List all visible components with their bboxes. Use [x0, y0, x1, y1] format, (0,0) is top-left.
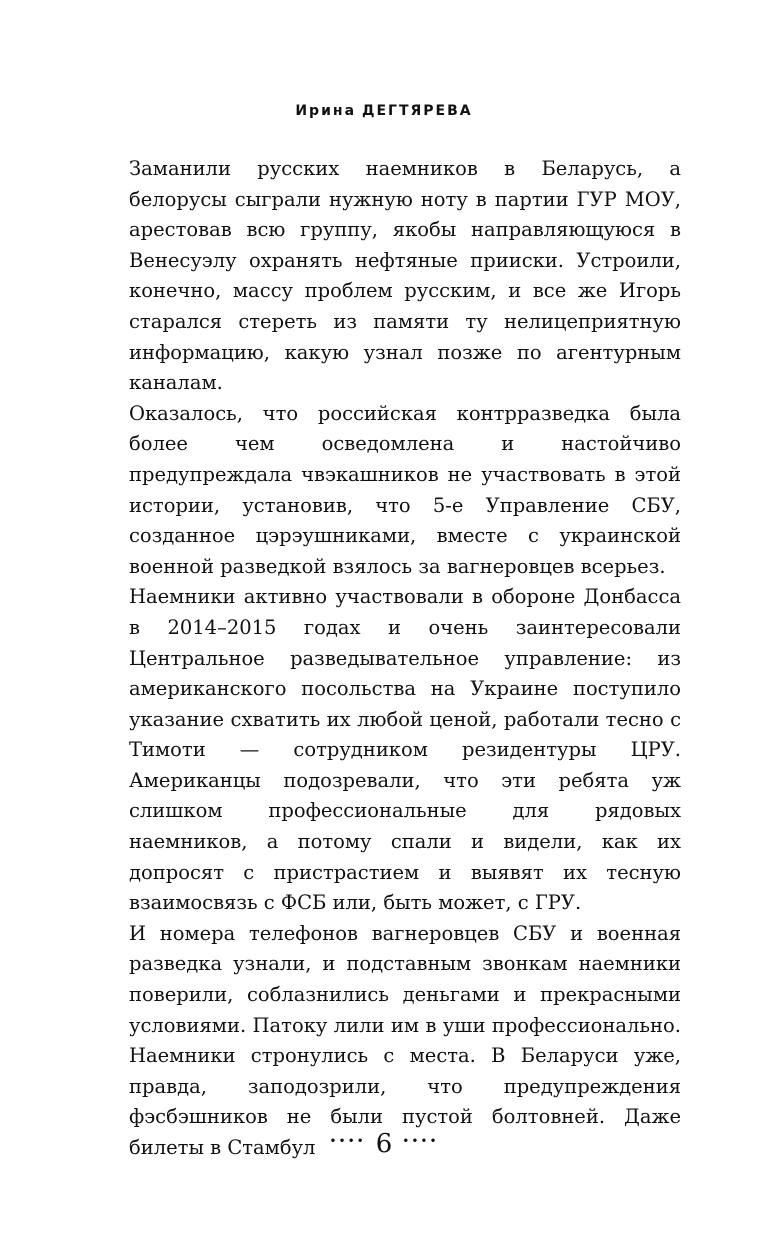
paragraph: И номера телефонов вагнеровцев СБУ и военная разведка узнали, и подставным звонкам наемники поверили, соблазнились деньгами и прекрасными условиями. Патоку лили им в уши профессионально. Наемники стронулись с места. В Беларуси уже, правда, заподозрили, что предупреждения фэсбэшников не были пустой болтовней. Даже билеты в Стамбул	[129, 921, 681, 1159]
paragraph: Оказалось, что российская контрразведка была более чем осведомлена и настойчиво предупреждала чвэкашников не участвовать в этой истории, установив, что 5-е Управление СБУ, созданное цэрэушниками, вместе с украинской военной разведкой взялось за вагнеровцев всерьез.	[129, 401, 681, 578]
author-last-name: ДЕГТЯРЕВА	[362, 103, 473, 119]
ornament-dots-right: ••••	[402, 1134, 439, 1148]
author-first-name: Ирина	[295, 103, 357, 119]
page-number: 6	[375, 1129, 393, 1159]
ornament-dots-left: ••••	[329, 1134, 366, 1148]
running-head	[0, 103, 768, 119]
paragraph: Заманили русских наемников в Беларусь, а белорусы сыграли нужную ноту в партии ГУР МОУ, арестовав всю группу, якобы направляющуюся в Венесуэлу охранять нефтяные прииски. Устроили, конечно, массу проблем русским, и все же Игорь старался стереть из памяти ту нелицеприятную информацию, какую узнал позже по агентурным каналам.	[129, 157, 681, 395]
page-number-footer	[0, 1128, 768, 1159]
paragraph: Наемники активно участвовали в обороне Донбасса в 2014–2015 годах и очень заинтересовали Центральное разведывательное управление: из американского посольства на Украине поступило указание схватить их любой ценой, работали тесно с Тимоти — сотрудником резидентуры ЦРУ. Американцы подозревали, что эти ребята уж слишком профессиональные для рядовых наемников, а потому спали и видели, как их допросят с пристрастием и выявят их тесную взаимосвязь с ФСБ или, быть может, с ГРУ.	[129, 585, 681, 915]
body-text	[129, 154, 681, 1164]
